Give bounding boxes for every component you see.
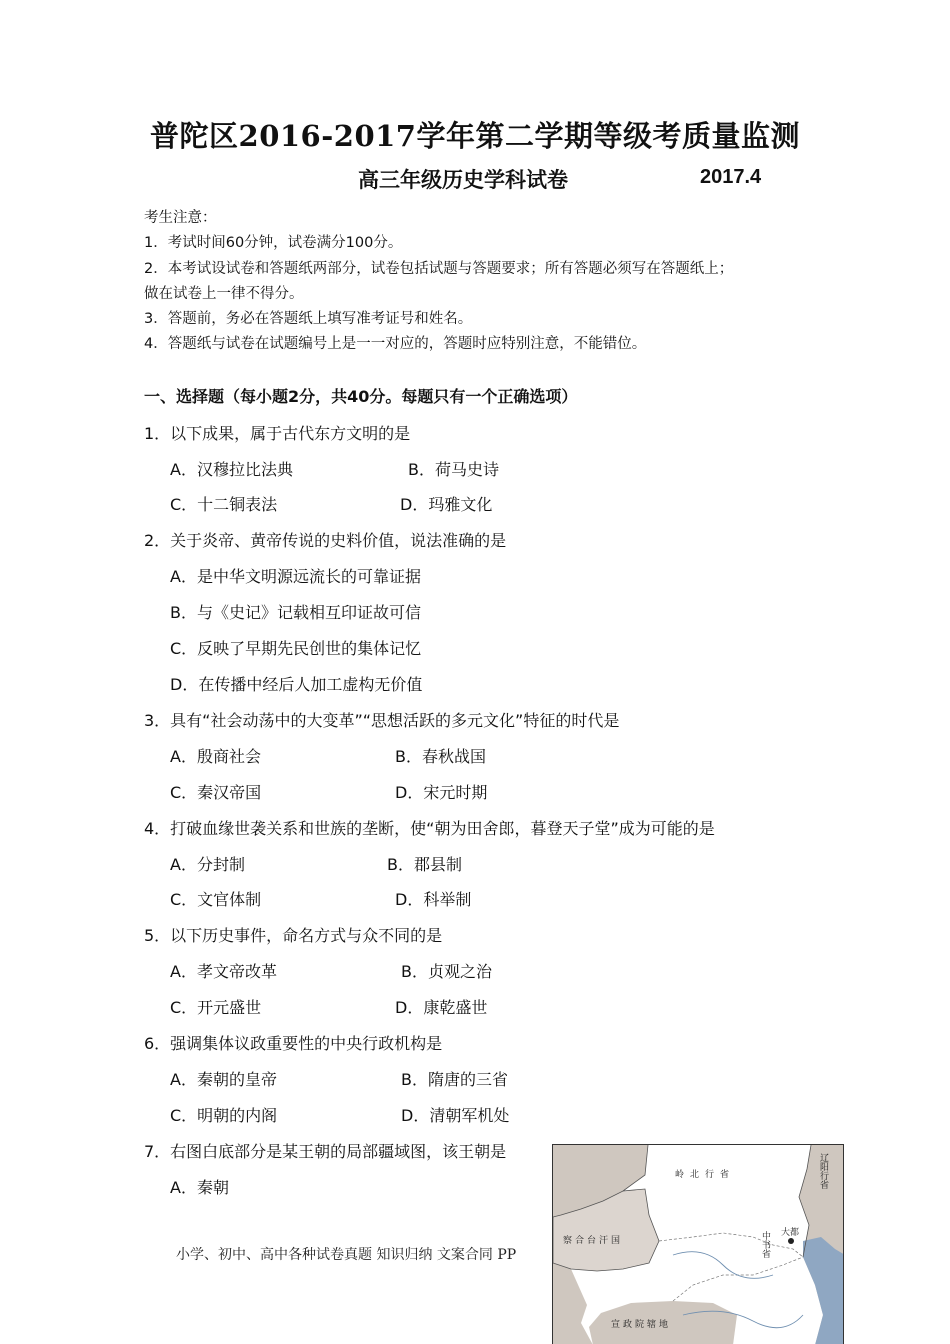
- note-item: 做在试卷上一律不得分。: [144, 286, 304, 302]
- section-heading: 一、选择题（每小题2分，共40分。每题只有一个正确选项）: [144, 387, 578, 406]
- map-label: 大都: [781, 1228, 800, 1238]
- option: B．与《史记》记载相互印证故可信: [170, 603, 421, 622]
- map-sea: [803, 1237, 844, 1344]
- map-label: 宣政院辖地: [611, 1320, 672, 1330]
- option: B．贞观之治: [401, 962, 492, 981]
- option: D．宋元时期: [395, 783, 488, 802]
- question-stem: 6．强调集体议政重要性的中央行政机构是: [144, 1034, 443, 1053]
- map-west-region: [553, 1263, 593, 1344]
- page-title: 普陀区2016-2017学年第二学期等级考质量监测: [150, 119, 800, 153]
- option: D．玛雅文化: [400, 495, 493, 514]
- exam-date: 2017.4: [700, 166, 762, 188]
- capital-marker: [788, 1238, 794, 1244]
- map-label-vertical: 中书省: [760, 1231, 770, 1258]
- option: A．分封制: [170, 855, 245, 874]
- option: A．秦朝的皇帝: [170, 1070, 277, 1089]
- note-item: 2．本考试设试卷和答题纸两部分，试卷包括试题与答题要求；所有答题必须写在答题纸上；: [144, 261, 734, 277]
- question-stem: 2．关于炎帝、黄帝传说的史料价值，说法准确的是: [144, 531, 507, 550]
- note-item: 3．答题前，务必在答题纸上填写准考证号和姓名。: [144, 311, 473, 327]
- option: C．反映了早期先民创世的集体记忆: [170, 639, 422, 658]
- option: D．在传播中经后人加工虚构无价值: [170, 675, 423, 694]
- option: B．春秋战国: [395, 747, 486, 766]
- option: A．汉穆拉比法典: [170, 460, 293, 479]
- option: C．文官体制: [170, 890, 262, 909]
- option: D．康乾盛世: [395, 998, 488, 1017]
- territory-map: [552, 1144, 844, 1344]
- option: C．开元盛世: [170, 998, 262, 1017]
- option: B．隋唐的三省: [401, 1070, 508, 1089]
- footer-watermark: 小学、初中、高中各种试卷真题 知识归纳 文案合同 PP: [176, 1247, 517, 1263]
- option: A．孝文帝改革: [170, 962, 277, 981]
- map-label: 岭北行省: [675, 1170, 736, 1180]
- note-item: 1．考试时间60分钟，试卷满分100分。: [144, 235, 403, 251]
- notes-heading: 考生注意：: [144, 210, 217, 226]
- map-label-vertical: 辽阳行省: [818, 1153, 828, 1189]
- map-drawing: [553, 1145, 844, 1344]
- option: B．郡县制: [387, 855, 462, 874]
- note-item: 4．答题纸与试卷在试题编号上是一一对应的，答题时应特别注意，不能错位。: [144, 336, 647, 352]
- option: C．秦汉帝国: [170, 783, 262, 802]
- option: C．十二铜表法: [170, 495, 278, 514]
- question-stem: 3．具有“社会动荡中的大变革”“思想活跃的多元文化”特征的时代是: [144, 711, 620, 730]
- option: D．清朝军机处: [401, 1106, 510, 1125]
- map-label: 察合台汗国: [563, 1236, 624, 1246]
- option: A．是中华文明源远流长的可靠证据: [170, 567, 421, 586]
- option: C．明朝的内阁: [170, 1106, 278, 1125]
- option: A．秦朝: [170, 1178, 229, 1197]
- question-stem: 5．以下历史事件，命名方式与众不同的是: [144, 926, 443, 945]
- question-stem: 4．打破血缘世袭关系和世族的垄断，使“朝为田舍郎，暮登天子堂”成为可能的是: [144, 819, 715, 838]
- option: B．荷马史诗: [408, 460, 499, 479]
- option: A．殷商社会: [170, 747, 261, 766]
- question-stem: 7．右图白底部分是某王朝的局部疆域图，该王朝是: [144, 1142, 507, 1161]
- page-subtitle: 高三年级历史学科试卷: [358, 167, 568, 192]
- question-stem: 1．以下成果，属于古代东方文明的是: [144, 424, 411, 443]
- option: D．科举制: [395, 890, 472, 909]
